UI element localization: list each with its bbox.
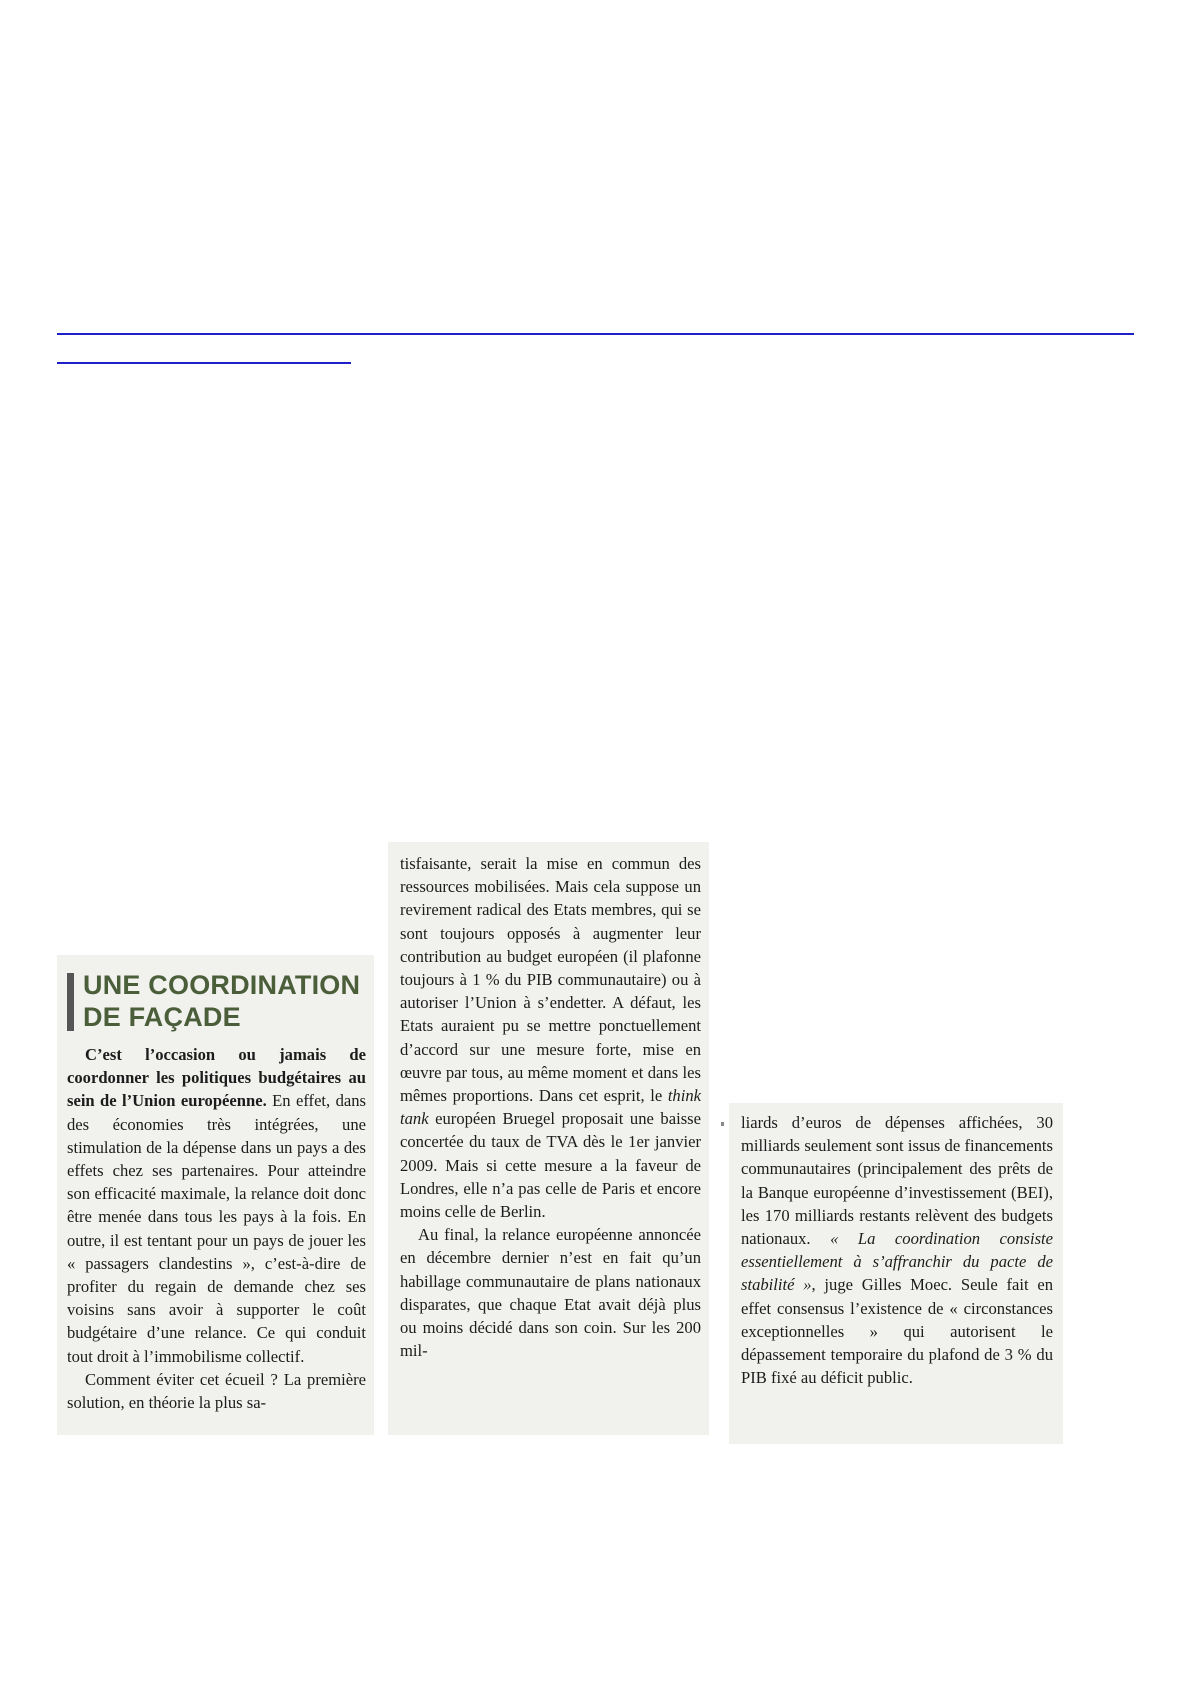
paragraph-text: , juge Gilles Moec. Seule fait en effet consensus l’existence de « circonstances exceptionnelles » qui autorisent le dépassement temporaire du plafond de 3 % du PIB fixé au déficit public. bbox=[741, 1275, 1053, 1388]
paragraph bbox=[741, 1111, 1053, 1389]
italic-quote: « La coordination consiste essentiellement à s’affranchir du pacte de stabilité » bbox=[741, 1229, 1054, 1295]
headline-line-2: DE FAÇADE bbox=[83, 1002, 241, 1032]
paragraph bbox=[67, 1043, 366, 1368]
stray-mark bbox=[721, 1122, 724, 1126]
paragraph-text: liards d’euros de dépenses affichées, 30 milliards seulement sont issus de financements communautaires (principalement des prêts de la Banque européenne d’investissement (BEI), les 170 milliards restants relèvent des budgets nationaux. bbox=[741, 1113, 1053, 1249]
headline-bar-decoration bbox=[67, 973, 74, 1031]
link-underline-continued[interactable] bbox=[57, 362, 351, 364]
paragraph-text: En effet, dans des économies très intégrées, une stimulation de la dépense dans un pays a des effets chez ses partenaires. Pour atteindre son efficacité maximale, la relance doit donc être menée dans tous les pays à la fois. En outre, il est tentant pour un pays de jouer les « passagers clandestins », c’est-à-dire de profiter du regain de demande chez ses voisins sans avoir à supporter le coût budgétaire d’une relance. Ce qui conduit tout droit à l’immobilisme collectif. bbox=[67, 1091, 366, 1366]
paragraph-text: européen Bruegel proposait une baisse concertée du taux de TVA dès le 1er janvier 2009. Mais si cette mesure a la faveur de Londres, elle n’a pas celle de Paris et encore moins celle de Berlin. bbox=[400, 1109, 701, 1222]
article-headline bbox=[67, 969, 366, 1033]
lead-sentence: C’est l’occasion ou jamais de coordonner les politiques budgétaires au sein de l’Union européenne. bbox=[67, 1045, 366, 1111]
paragraph bbox=[67, 1368, 366, 1414]
article-column-2 bbox=[388, 842, 709, 1435]
italic-term: think tank bbox=[400, 1086, 701, 1129]
headline-line-1: UNE COORDINATION bbox=[83, 970, 361, 1000]
article-column-3 bbox=[729, 1103, 1063, 1444]
paragraph-text: Comment éviter cet écueil ? La première solution, en théorie la plus sa- bbox=[67, 1369, 366, 1413]
article-column-1 bbox=[57, 955, 374, 1435]
paragraph-text: tisfaisante, serait la mise en commun des ressources mobilisées. Mais cela suppose un revirement radical des Etats membres, qui se sont toujours opposés à augmenter leur contribution au budget européen (il plafonne toujours à 1 % du PIB communautaire) ou à autoriser l’Union à s’endetter. A défaut, les Etats auraient pu se mettre ponctuellement d’accord sur une mesure forte, mise en œuvre par tous, au même moment et dans les mêmes proportions. Dans cet esprit, le bbox=[400, 854, 701, 1106]
link-underline[interactable] bbox=[57, 333, 1134, 335]
paragraph-text: Au final, la relance européenne annoncée en décembre dernier n’est en fait qu’un habillage communautaire de plans nationaux disparates, que chaque Etat avait déjà plus ou moins décidé dans son coin. Sur les 200 mil- bbox=[400, 1225, 701, 1361]
paragraph bbox=[400, 1223, 701, 1362]
paragraph bbox=[400, 852, 701, 1223]
